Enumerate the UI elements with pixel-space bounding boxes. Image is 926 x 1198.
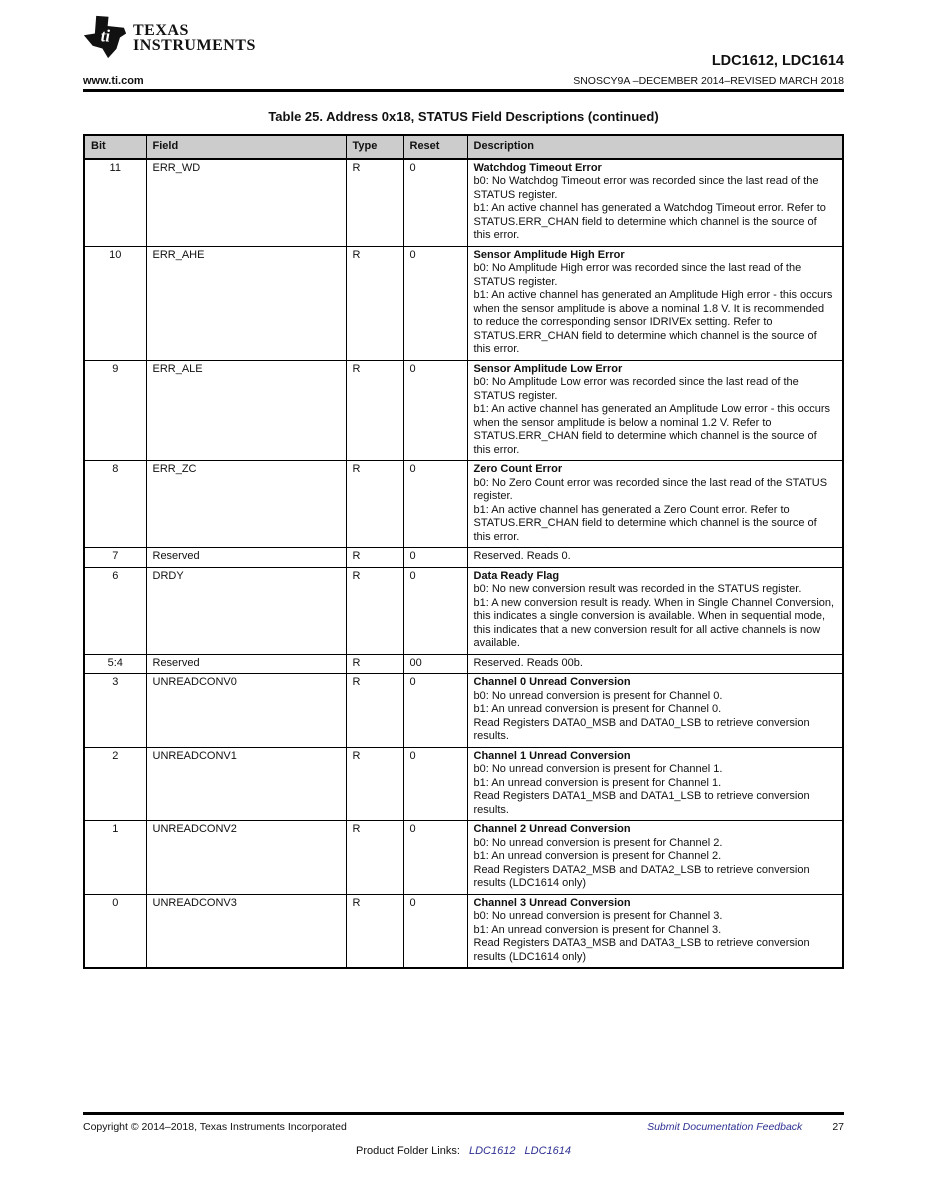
product-link-ldc1614[interactable]: LDC1614 [524, 1145, 572, 1157]
type-cell: R [346, 159, 403, 247]
bit-cell: 3 [84, 674, 146, 748]
table-row [84, 159, 843, 247]
reset-cell: 0 [403, 894, 467, 968]
reset-cell: 0 [403, 747, 467, 821]
page-footer [83, 1112, 844, 1157]
field-cell: UNREADCONV1 [146, 747, 346, 821]
status-field-table [83, 134, 844, 969]
description-line: b0: No Amplitude High error was recorded since the last read of the STATUS register. [473, 262, 802, 288]
reset-cell: 0 [403, 159, 467, 247]
description-line: b1: An active channel has generated a Zero Count error. Refer to STATUS.ERR_CHAN field to determine which channel is the source of this error. [473, 503, 817, 543]
description-title: Channel 1 Unread Conversion [473, 749, 631, 762]
table-body [84, 159, 843, 969]
description-line: Reserved. Reads 00b. [473, 656, 583, 669]
table-row [84, 654, 843, 674]
description-line: b1: An unread conversion is present for Channel 0. [473, 703, 722, 715]
reset-cell: 00 [403, 654, 467, 674]
description-line: Reserved. Reads 0. [473, 550, 571, 562]
description-line: b1: An unread conversion is present for Channel 2. [473, 850, 722, 862]
description-cell [467, 461, 843, 548]
table-row [84, 747, 843, 821]
column-header-type: Type [346, 135, 403, 159]
page-number: 27 [832, 1121, 844, 1133]
field-cell: Reserved [146, 548, 346, 568]
header-divider [83, 89, 844, 92]
description-cell [467, 246, 843, 360]
bit-cell: 10 [84, 246, 146, 360]
description-line: b0: No unread conversion is present for Channel 2. [473, 836, 723, 849]
field-cell: UNREADCONV2 [146, 821, 346, 895]
bit-cell: 5:4 [84, 654, 146, 674]
description-cell [467, 159, 843, 247]
description-cell [467, 654, 843, 674]
field-cell: ERR_WD [146, 159, 346, 247]
website-link[interactable]: www.ti.com [83, 75, 144, 87]
logo-word-instruments: INSTRUMENTS [133, 37, 256, 54]
bit-cell: 2 [84, 747, 146, 821]
field-cell: UNREADCONV0 [146, 674, 346, 748]
field-cell: Reserved [146, 654, 346, 674]
table-row [84, 567, 843, 654]
product-title: LDC1612, LDC1614 [711, 53, 844, 69]
column-header-bit: Bit [84, 135, 146, 159]
bit-cell: 1 [84, 821, 146, 895]
description-cell [467, 548, 843, 568]
description-title: Channel 3 Unread Conversion [473, 896, 631, 909]
product-folder-label: Product Folder Links: [355, 1145, 460, 1157]
description-line: b1: A new conversion result is ready. When in Single Channel Conversion, this indicates a single conversion is available. When in sequential mode, this indicates that a new conversion result for all active channels is now available. [473, 596, 835, 649]
description-line: b0: No Zero Count error was recorded since the last read of the STATUS register. [473, 476, 828, 502]
table-row [84, 674, 843, 748]
bit-cell: 11 [84, 159, 146, 247]
table-row [84, 548, 843, 568]
bit-cell: 6 [84, 567, 146, 654]
type-cell: R [346, 461, 403, 548]
logo-word-texas: TEXAS [133, 22, 189, 39]
submit-feedback-link[interactable]: Submit Documentation Feedback [647, 1121, 803, 1133]
type-cell: R [346, 548, 403, 568]
description-title: Sensor Amplitude Low Error [473, 362, 623, 375]
description-line: b0: No unread conversion is present for Channel 3. [473, 910, 723, 922]
description-line: Read Registers DATA0_MSB and DATA0_LSB to retrieve conversion results. [473, 716, 810, 742]
description-line: b1: An unread conversion is present for Channel 1. [473, 776, 722, 789]
table-row [84, 461, 843, 548]
description-line: b0: No Amplitude Low error was recorded since the last read of the STATUS register. [473, 376, 799, 402]
svg-text:ti: ti [100, 26, 111, 46]
description-cell [467, 894, 843, 968]
description-line: b0: No Watchdog Timeout error was recorded since the last read of the STATUS register. [473, 175, 819, 201]
description-line: b0: No new conversion result was recorded in the STATUS register. [473, 583, 802, 595]
table-row [84, 894, 843, 968]
description-title: Data Ready Flag [473, 569, 560, 582]
description-line: b1: An active channel has generated an Amplitude High error - this occurs when the sensor amplitude is above a nominal 1.8 V. It is recommended to reduce the corresponding sensor IDRIVEx setting. Refer to STATUS.ERR_CHAN field to determine which channel is the source of this error. [473, 289, 833, 355]
description-title: Channel 2 Unread Conversion [473, 823, 631, 835]
field-cell: DRDY [146, 567, 346, 654]
reset-cell: 0 [403, 360, 467, 461]
description-cell [467, 360, 843, 461]
table-row [84, 246, 843, 360]
bit-cell: 9 [84, 360, 146, 461]
reset-cell: 0 [403, 246, 467, 360]
reset-cell: 0 [403, 567, 467, 654]
field-cell: ERR_AHE [146, 246, 346, 360]
bit-cell: 8 [84, 461, 146, 548]
doc-reference: SNOSCY9A –DECEMBER 2014–REVISED MARCH 2018 [573, 75, 844, 87]
table-title: Table 25. Address 0x18, STATUS Field Descriptions (continued) [268, 109, 659, 124]
type-cell: R [346, 674, 403, 748]
column-header-field: Field [146, 135, 346, 159]
type-cell: R [346, 360, 403, 461]
description-line: Read Registers DATA3_MSB and DATA3_LSB to retrieve conversion results (LDC1614 only) [473, 937, 810, 963]
page-header [83, 0, 844, 92]
type-cell: R [346, 894, 403, 968]
description-line: b0: No unread conversion is present for Channel 1. [473, 763, 723, 775]
column-header-reset: Reset [403, 135, 467, 159]
ti-wordmark [133, 15, 256, 53]
description-line: b1: An active channel has generated an Amplitude Low error - this occurs when the sensor amplitude is below a nominal 1.2 V. Refer to STATUS.ERR_CHAN field to determine which channel is the source of this error. [473, 403, 830, 456]
field-cell: UNREADCONV3 [146, 894, 346, 968]
type-cell: R [346, 654, 403, 674]
description-cell [467, 821, 843, 895]
description-title: Channel 0 Unread Conversion [473, 676, 631, 688]
column-header-description: Description [467, 135, 843, 159]
description-line: b1: An unread conversion is present for Channel 3. [473, 923, 722, 936]
footer-divider [83, 1112, 844, 1115]
ti-logo [83, 15, 256, 59]
bit-cell: 7 [84, 548, 146, 568]
description-title: Zero Count Error [473, 463, 563, 475]
description-cell [467, 567, 843, 654]
description-line: b1: An active channel has generated a Watchdog Timeout error. Refer to STATUS.ERR_CHAN field to determine which channel is the source of this error. [473, 202, 826, 241]
description-cell [467, 674, 843, 748]
type-cell: R [346, 246, 403, 360]
description-cell [467, 747, 843, 821]
table-row [84, 360, 843, 461]
reset-cell: 0 [403, 674, 467, 748]
type-cell: R [346, 567, 403, 654]
reset-cell: 0 [403, 461, 467, 548]
table-header-row [84, 135, 843, 159]
ti-texas-icon [83, 15, 127, 59]
type-cell: R [346, 747, 403, 821]
description-line: Read Registers DATA1_MSB and DATA1_LSB to retrieve conversion results. [473, 790, 810, 816]
table-row [84, 821, 843, 895]
product-link-ldc1612[interactable]: LDC1612 [468, 1145, 516, 1157]
description-line: b0: No unread conversion is present for Channel 0. [473, 689, 723, 702]
field-cell: ERR_ALE [146, 360, 346, 461]
field-cell: ERR_ZC [146, 461, 346, 548]
type-cell: R [346, 821, 403, 895]
description-title: Sensor Amplitude High Error [473, 248, 625, 261]
bit-cell: 0 [84, 894, 146, 968]
description-title: Watchdog Timeout Error [473, 161, 602, 174]
reset-cell: 0 [403, 548, 467, 568]
description-line: Read Registers DATA2_MSB and DATA2_LSB to retrieve conversion results (LDC1614 only) [473, 863, 810, 889]
reset-cell: 0 [403, 821, 467, 895]
copyright-text: Copyright © 2014–2018, Texas Instruments Incorporated [83, 1121, 347, 1133]
